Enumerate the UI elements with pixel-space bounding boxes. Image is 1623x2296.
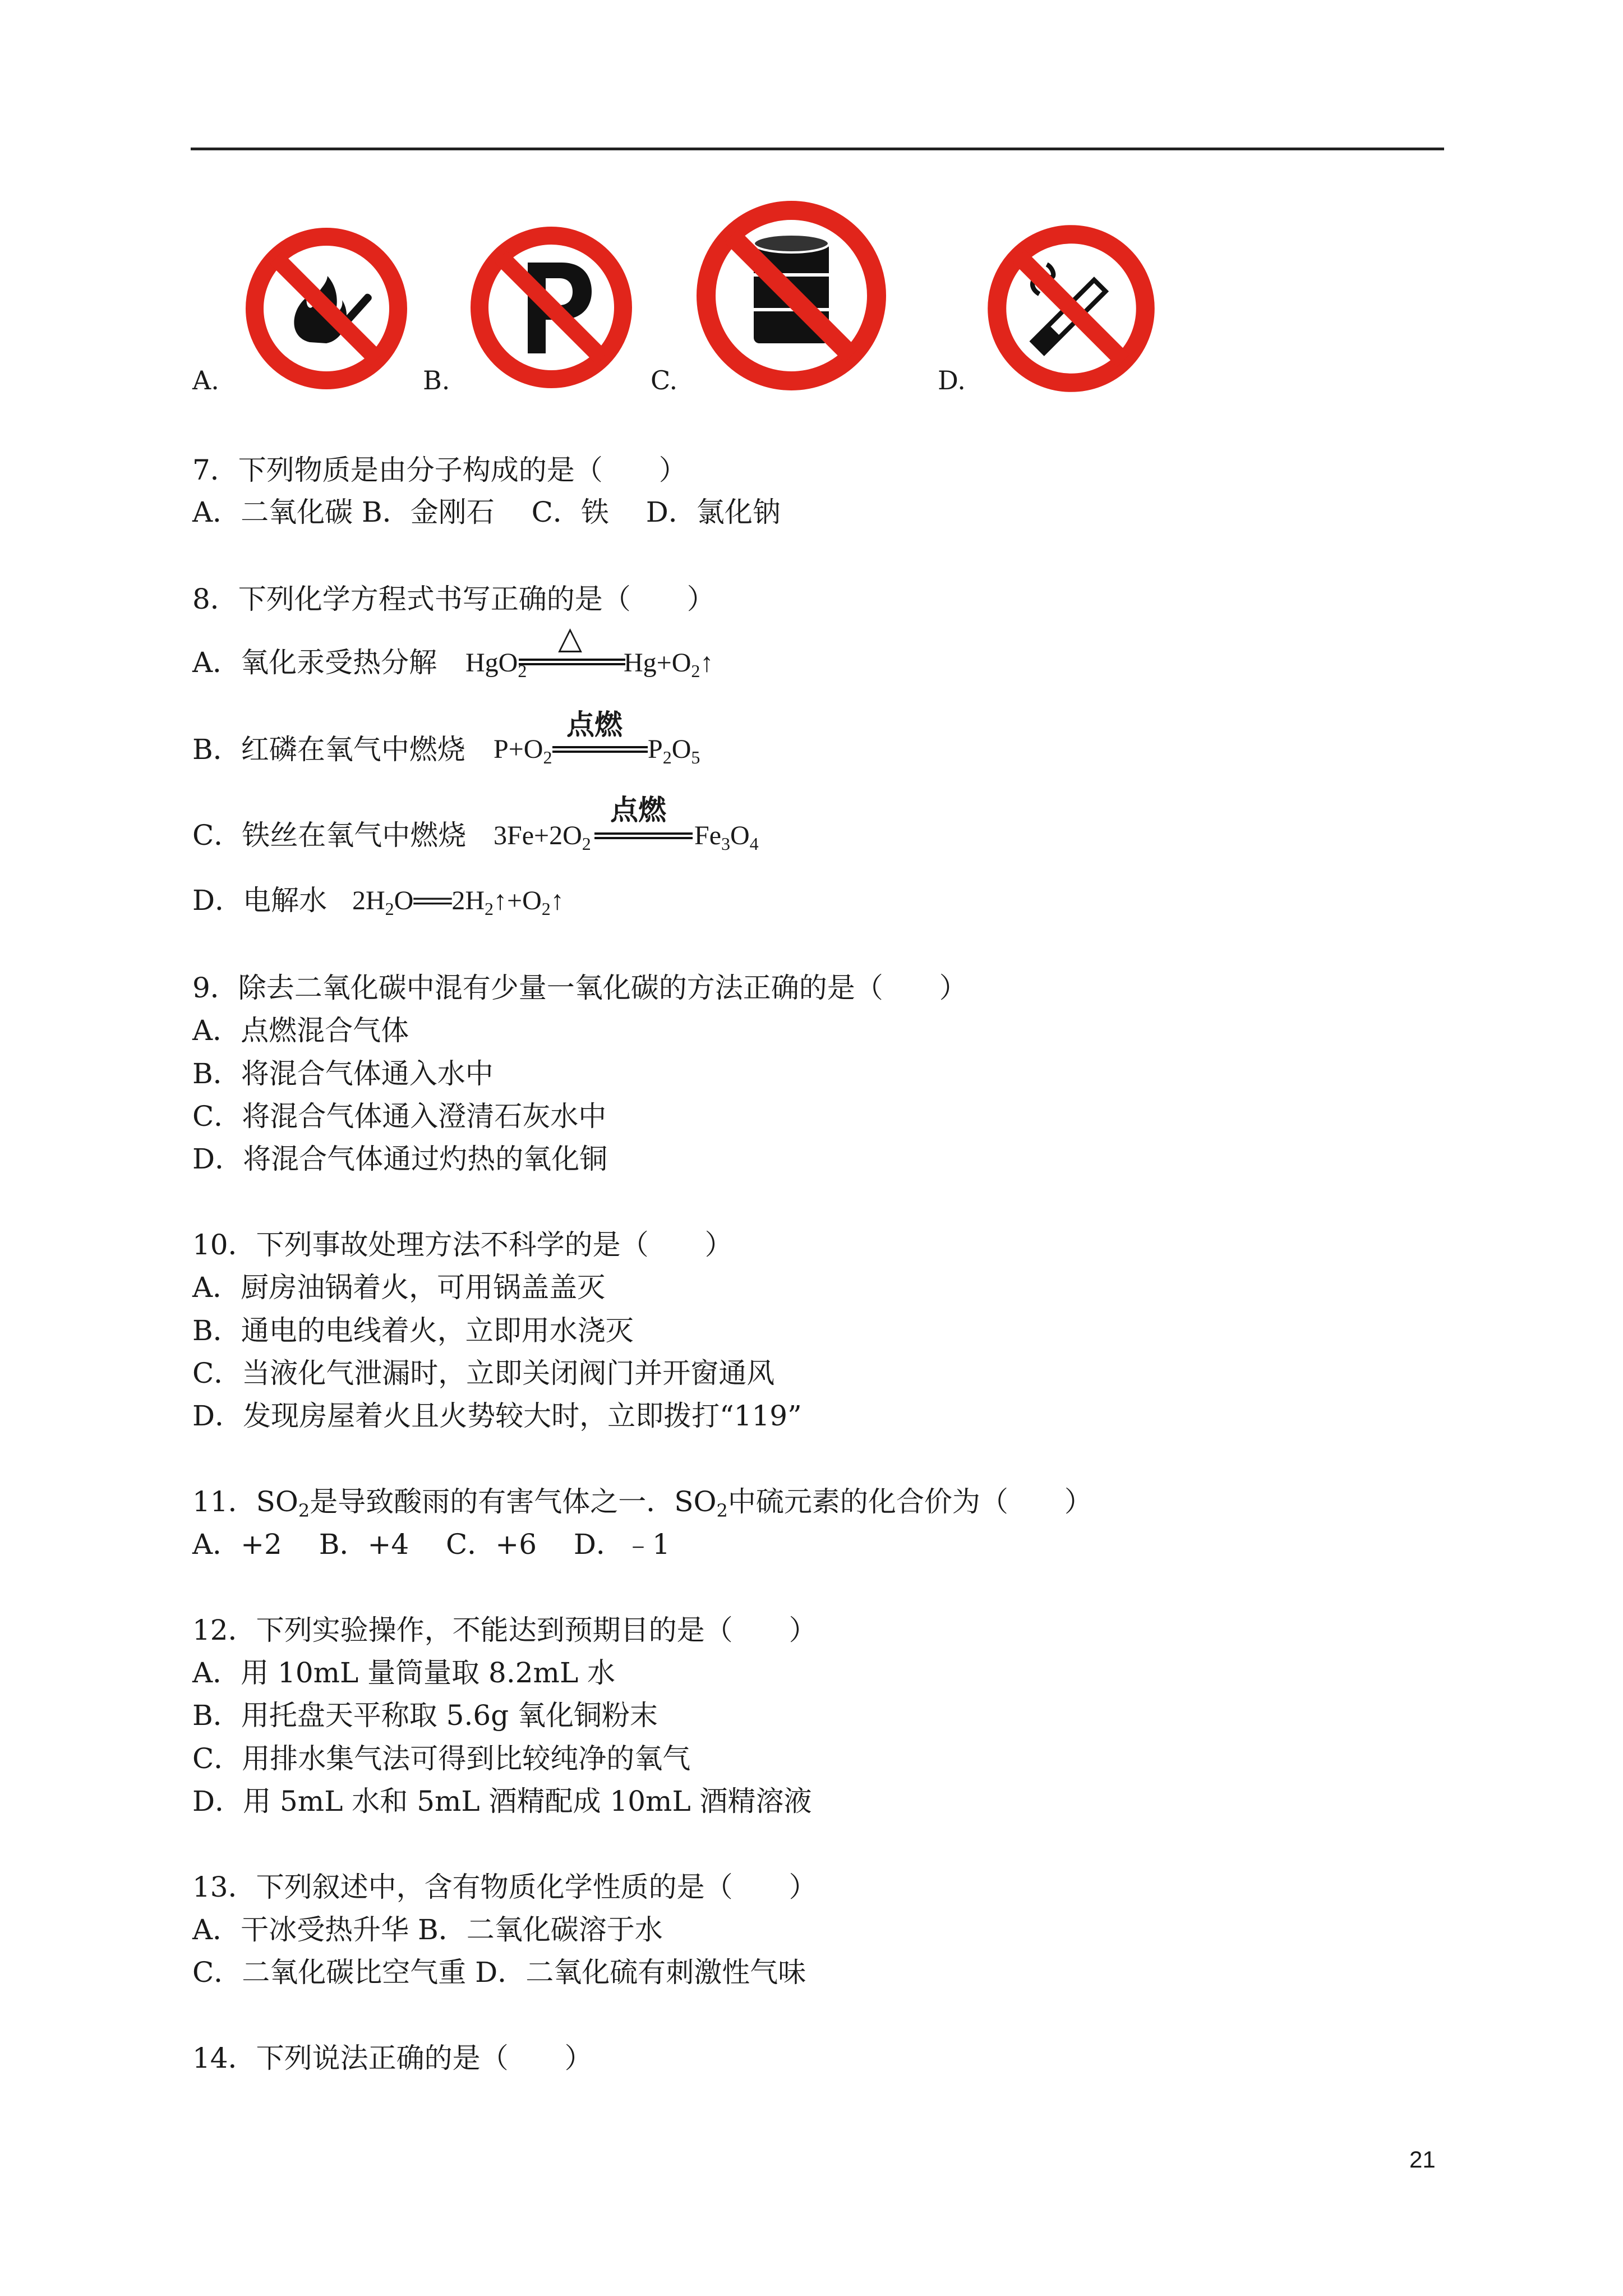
q8-option-a-equal-sign [519,657,625,666]
no-oil-drum-sign-icon [693,197,889,394]
q9-option-a: A．点燃混合气体 [192,1014,409,1047]
q6-sign-options [0,0,1623,404]
q6-option-c-label: C. [651,365,678,395]
q11-options: A．+2 B．+4 C．+6 D．﹣1 [192,1528,670,1561]
q8-option-a-condition: △ [558,620,583,656]
q10-option-a: A．厨房油锅着火，可用锅盖盖灭 [192,1271,606,1304]
q12-option-a: A．用 10mL 量筒量取 8.2mL 水 [192,1657,616,1689]
q12-option-c: C．用排水集气法可得到比较纯净的氧气 [192,1742,691,1775]
page-number: 21 [1409,2146,1436,2173]
q13-options-line-2: C．二氧化碳比空气重 D．二氧化硫有刺激性气味 [192,1956,806,1989]
q8-option-c-condition: 点燃 [610,794,666,826]
no-fire-sign-icon [242,224,411,393]
q8-option-b-products: $P_2O_5$ [648,734,700,767]
q7-stem: 7．下列物质是由分子构成的是（ ） [192,454,687,486]
q7-options: A．二氧化碳 B．金刚石 C．铁 D．氯化钠 [192,496,781,528]
q11-stem-part-1: 11．SO [192,1485,298,1518]
q11-stem [192,1483,1092,1520]
q12-option-d: D．用 5mL 水和 5mL 酒精配成 10mL 酒精溶液 [192,1785,812,1818]
q11-stem-subscript-1: 2 [298,1500,310,1521]
q8-option-d-equation: $2H_2O══2H_2↑+O_2↑$ [352,886,564,919]
q8-stem: 8．下列化学方程式书写正确的是（ ） [192,583,715,615]
q8-option-c-products: $Fe_3O_4$ [694,821,759,854]
q8-option-c-text: C．铁丝在氧气中燃烧 [192,819,467,852]
no-parking-sign-icon [467,223,635,392]
q11-stem-subscript-2: 2 [716,1500,728,1521]
q8-option-b-equation: $P+O_2$ [494,734,552,767]
q10-option-c: C．当液化气泄漏时，立即关闭阀门并开窗通风 [192,1357,775,1389]
q10-stem: 10．下列事故处理方法不科学的是（ ） [192,1228,733,1261]
q6-option-d-label: D. [938,365,966,395]
q13-stem: 13．下列叙述中，含有物质化学性质的是（ ） [192,1871,817,1903]
q12-option-b: B．用托盘天平称取 5.6g 氧化铜粉末 [192,1699,658,1732]
q8-option-a-text: A．氧化汞受热分解 [192,646,437,679]
q9-option-d: D．将混合气体通过灼热的氧化铜 [192,1143,608,1175]
q8-option-b-text: B．红磷在氧气中燃烧 [192,733,465,766]
q6-option-b-label: B. [423,365,450,395]
q6-option-a-label: A. [192,365,219,395]
q8-option-c-equation: $3Fe+2O_2$ [494,821,591,854]
q8-option-b-condition: 点燃 [566,708,623,741]
q14-stem: 14．下列说法正确的是（ ） [192,2042,593,2074]
q9-stem: 9．除去二氧化碳中混有少量一氧化碳的方法正确的是（ ） [192,972,967,1004]
q8-option-b-equal-sign [552,745,648,754]
q8-option-a-equation: HgO$_2$ [465,648,527,681]
q10-option-b: B．通电的电线着火，立即用水浇灭 [192,1314,634,1347]
q8-option-d-text: D．电解水 [192,884,328,917]
q13-options-line-1: A．干冰受热升华 B．二氧化碳溶于水 [192,1913,663,1946]
q11-stem-part-3: 中硫元素的化合价为（ ） [727,1485,1092,1518]
no-smoking-sign-icon [984,222,1158,395]
q9-option-b: B．将混合气体通入水中 [192,1057,494,1090]
q10-option-d: D．发现房屋着火且火势较大时，立即拨打“119” [192,1400,802,1432]
q12-stem: 12．下列实验操作，不能达到预期目的是（ ） [192,1614,817,1646]
q8-option-a-products: $Hg+O_2↑$ [624,648,714,681]
q9-option-c: C．将混合气体通入澄清石灰水中 [192,1100,607,1133]
q11-stem-part-2: 是导致酸雨的有害气体之一．SO [310,1485,717,1518]
q8-option-c-equal-sign [594,831,693,840]
